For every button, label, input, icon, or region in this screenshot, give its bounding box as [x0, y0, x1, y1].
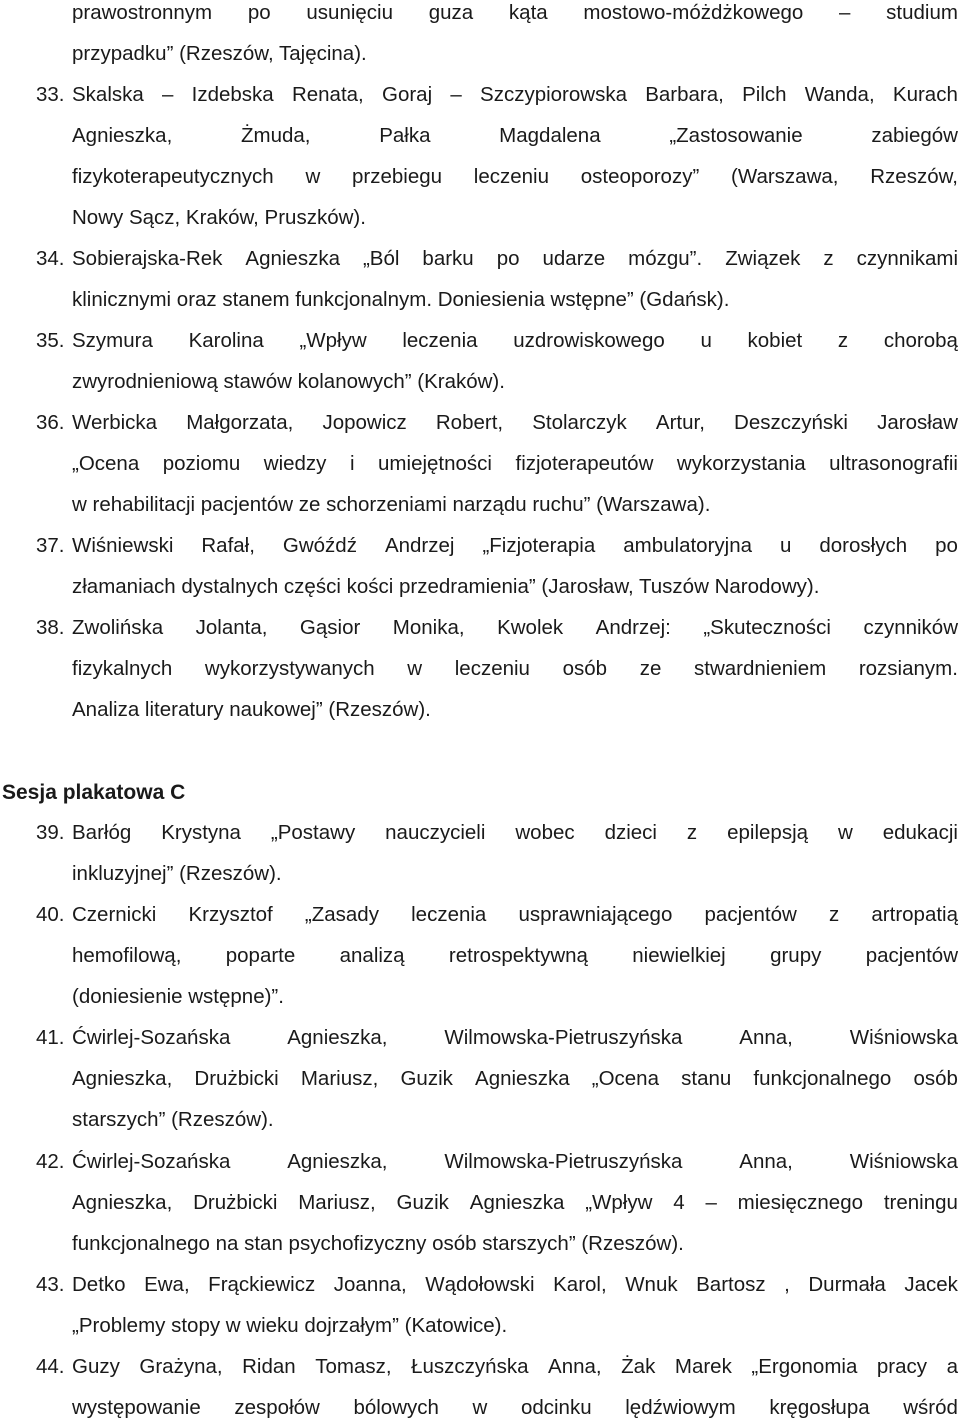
bibliography-entry — [0, 525, 958, 607]
entry-line: (doniesienie wstępne)”. — [72, 985, 284, 1008]
entry-number: 36. — [36, 411, 65, 434]
bibliography-entry — [0, 1346, 958, 1428]
entry-line: Sobierajska-Rek Agnieszka „Ból barku po udarze mózgu”. Związek z czynnikami — [72, 247, 958, 270]
bibliography-entry — [0, 402, 958, 525]
entry-line: Ćwirlej-Sozańska Agnieszka, Wilmowska-Pietruszyńska Anna, Wiśniowska — [72, 1026, 958, 1049]
section-heading: Sesja plakatowa C — [2, 781, 186, 804]
bibliography-entry — [0, 1264, 958, 1346]
entry-line: fizykalnych wykorzystywanych w leczeniu osób ze stwardnieniem rozsianym. — [72, 657, 958, 680]
entry-line: „Problemy stopy w wieku dojrzałym” (Katowice). — [72, 1314, 508, 1337]
entry-line: Agnieszka, Drużbicki Mariusz, Guzik Agnieszka „Wpływ 4 – miesięcznego treningu — [72, 1191, 958, 1214]
entry-line: hemofilową, poparte analizą retrospektywną niewielkiej grupy pacjentów — [72, 944, 958, 967]
entry-line: starszych” (Rzeszów). — [72, 1108, 274, 1131]
entry-number: 37. — [36, 534, 65, 557]
entry-line: klinicznymi oraz stanem funkcjonalnym. Doniesienia wstępne” (Gdańsk). — [72, 288, 730, 311]
entry-number: 33. — [36, 83, 65, 106]
entry-line: Wiśniewski Rafał, Gwóźdź Andrzej „Fizjoterapia ambulatoryjna u dorosłych po — [72, 534, 958, 557]
entry-line: prawostronnym po usunięciu guza kąta mostowo-móżdżkowego – studium — [72, 1, 958, 24]
entry-line: Guzy Grażyna, Ridan Tomasz, Łuszczyńska Anna, Żak Marek „Ergonomia pracy a — [72, 1355, 958, 1378]
entry-line: Czernicki Krzysztof „Zasady leczenia usprawniającego pacjentów z artropatią — [72, 903, 958, 926]
entry-line: Werbicka Małgorzata, Jopowicz Robert, Stolarczyk Artur, Deszczyński Jarosław — [72, 411, 958, 434]
entry-line: Nowy Sącz, Kraków, Pruszków). — [72, 206, 366, 229]
entry-number: 43. — [36, 1273, 65, 1296]
entry-number: 35. — [36, 329, 65, 352]
entry-number: 42. — [36, 1150, 65, 1173]
entry-line: przypadku” (Rzeszów, Tajęcina). — [72, 42, 367, 65]
entry-number: 44. — [36, 1355, 65, 1378]
entry-line: Szymura Karolina „Wpływ leczenia uzdrowiskowego u kobiet z chorobą — [72, 329, 958, 352]
entry-line: Barłóg Krystyna „Postawy nauczycieli wobec dzieci z epilepsją w edukacji — [72, 821, 958, 844]
bibliography-entry — [0, 1017, 958, 1140]
entry-line: Detko Ewa, Frąckiewicz Joanna, Wądołowski Karol, Wnuk Bartosz , Durmała Jacek — [72, 1273, 958, 1296]
entry-number: 41. — [36, 1026, 65, 1049]
entry-line: Agnieszka, Drużbicki Mariusz, Guzik Agnieszka „Ocena stanu funkcjonalnego osób — [72, 1067, 958, 1090]
entry-line: zwyrodnieniową stawów kolanowych” (Kraków). — [72, 370, 505, 393]
bibliography-entry — [0, 812, 958, 894]
bibliography-entry — [0, 894, 958, 1017]
entry-line: Zwolińska Jolanta, Gąsior Monika, Kwolek Andrzej: „Skuteczności czynników — [72, 616, 958, 639]
bibliography-entry — [0, 238, 958, 320]
entry-number: 34. — [36, 247, 65, 270]
entry-line: Ćwirlej-Sozańska Agnieszka, Wilmowska-Pietruszyńska Anna, Wiśniowska — [72, 1150, 958, 1173]
entry-line: występowanie zespołów bólowych w odcinku lędźwiowym kręgosłupa wśród — [72, 1396, 958, 1419]
entry-number: 39. — [36, 821, 65, 844]
entry-number: 38. — [36, 616, 65, 639]
entry-line: Agnieszka, Żmuda, Pałka Magdalena „Zastosowanie zabiegów — [72, 124, 958, 147]
entry-line: w rehabilitacji pacjentów ze schorzeniami narządu ruchu” (Warszawa). — [72, 493, 711, 516]
entry-line: złamaniach dystalnych części kości przedramienia” (Jarosław, Tuszów Narodowy). — [72, 575, 820, 598]
bibliography-entry — [0, 1141, 958, 1264]
entry-line: inkluzyjnej” (Rzeszów). — [72, 862, 282, 885]
bibliography-entry — [0, 607, 958, 730]
entry-line: fizykoterapeutycznych w przebiegu leczeniu osteoporozy” (Warszawa, Rzeszów, — [72, 165, 958, 188]
entry-line: „Ocena poziomu wiedzy i umiejętności fizjoterapeutów wykorzystania ultrasonografii — [72, 452, 958, 475]
entry-line: Analiza literatury naukowej” (Rzeszów). — [72, 698, 431, 721]
bibliography-entry — [0, 74, 958, 238]
bibliography-entry — [0, 0, 958, 74]
bibliography-entry — [0, 320, 958, 402]
entry-line: funkcjonalnego na stan psychofizyczny osób starszych” (Rzeszów). — [72, 1232, 684, 1255]
entry-number: 40. — [36, 903, 65, 926]
entry-line: Skalska – Izdebska Renata, Goraj – Szczypiorowska Barbara, Pilch Wanda, Kurach — [72, 83, 958, 106]
